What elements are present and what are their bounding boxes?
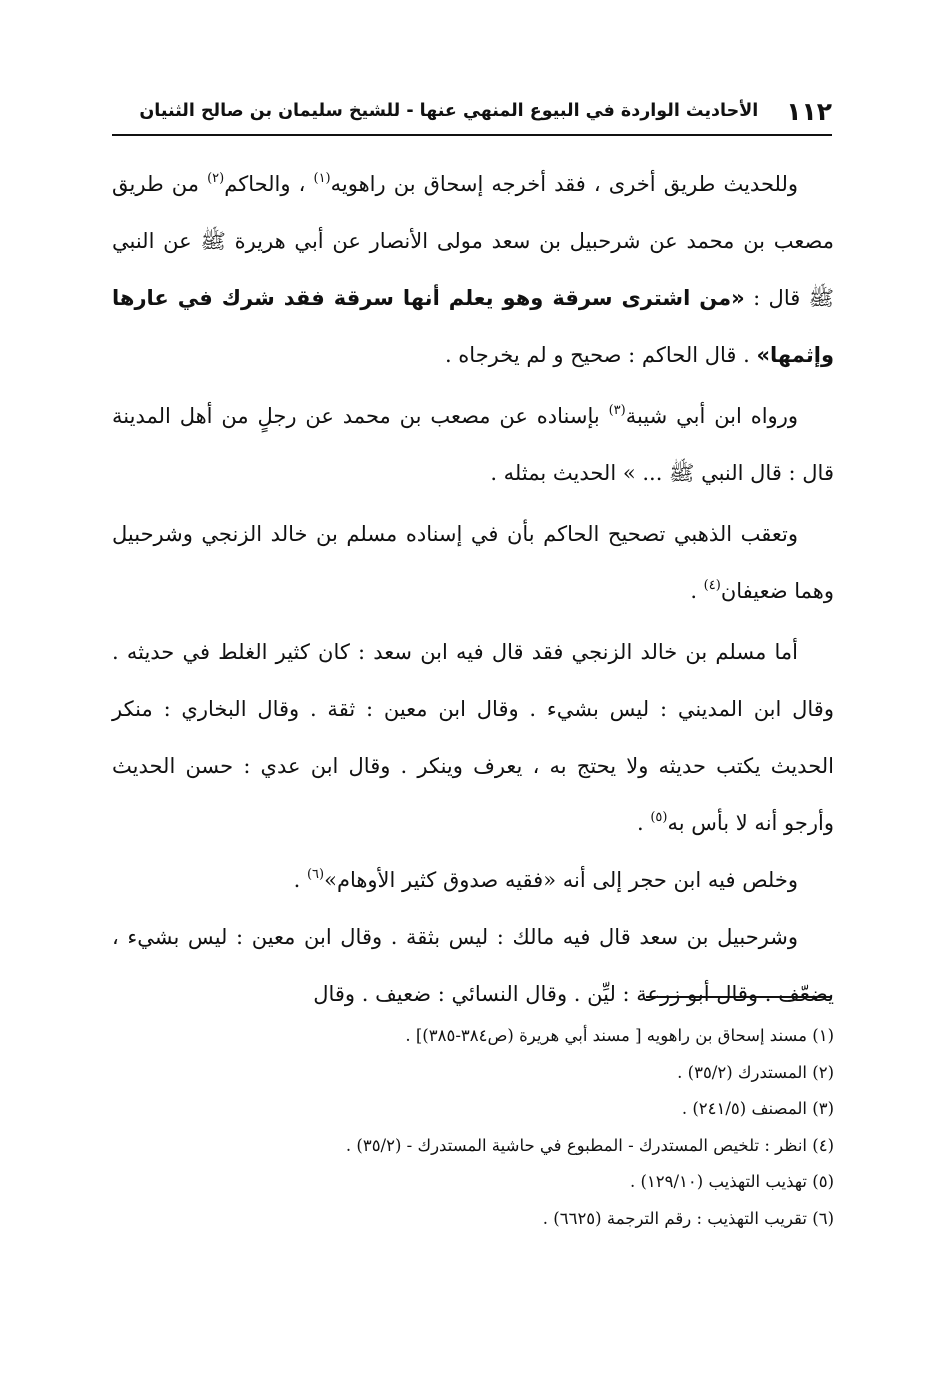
page-number: ١١٢ xyxy=(786,96,832,126)
paragraph: وللحديث طريق أخرى ، فقد أخرجه إسحاق بن راهويه$^{(١)}$ ، والحاكم$^{(٢)}$ من طريق مصعب بن محمد عن شرحبيل بن سعد مولى الأنصار عن أبي هريرة ﷺ عن النبي ﷺ قال : «من اشترى سرقة وهو يعلم أنها سرقة فقد شرك في عارها وإثمها» . قال الحاكم : صحيح و لم يخرجاه . xyxy=(112,171,834,367)
hadith-quote: «من اشترى سرقة وهو يعلم أنها سرقة فقد شرك في عارها وإثمها» xyxy=(112,286,834,367)
footnote-divider xyxy=(646,996,832,998)
paragraph: أما مسلم بن خالد الزنجي فقد قال فيه ابن سعد : كان كثير الغلط في حديثه . وقال ابن المديني : ليس بشيء . وقال ابن معين : ثقة . وقال البخاري : منكر الحديث يكتب حديثه ولا يحتج به ، يعرف وينكر . وقال ابن عدي : حسن الحديث وأرجو أنه لا بأس به$^{(٥)}$ . xyxy=(112,640,834,835)
footnote-ref: (٣) xyxy=(608,403,626,418)
footnote: (٥) تهذيب التهذيب (١٢٩/١٠) . xyxy=(629,1172,834,1191)
paragraph: ورواه ابن أبي شيبة$^{(٣)}$ بإسناده عن مصعب بن محمد عن رجلٍ من أهل المدينة قال : قال النبي ﷺ ... » الحديث بمثله . xyxy=(112,403,834,485)
footnote-ref: (٥) xyxy=(650,810,668,825)
page-header xyxy=(112,88,832,136)
running-title: الأحاديث الواردة في البيوع المنهي عنها - للشيخ سليمان بن صالح الثنيان xyxy=(139,101,759,121)
footnote-ref: (١) xyxy=(313,171,331,186)
paragraph: وشرحبيل بن سعد قال فيه مالك : ليس بثقة . وقال ابن معين : ليس بشيء ، يضعّف . وقال أبو زرعة : ليِّن . وقال النسائي : ضعيف . وقال xyxy=(112,925,834,1006)
main-text xyxy=(112,156,834,1023)
paragraph: وتعقب الذهبي تصحيح الحاكم بأن في إسناده مسلم بن خالد الزنجي وشرحبيل وهما ضعيفان$^{(٤)}$ . xyxy=(112,522,834,603)
footnote-ref: (٢) xyxy=(207,171,225,186)
footnote: (٤) انظر : تلخيص المستدرك - المطبوع في حاشية المستدرك - (٣٥/٢) . xyxy=(345,1135,834,1155)
footnote: (٣) المصنف (٢٤١/٥) . xyxy=(681,1099,834,1118)
footnote-ref: (٦) xyxy=(306,867,325,882)
paragraph: وخلص فيه ابن حجر إلى أنه «فقيه صدوق كثير الأوهام»$^{(٦)}$ . xyxy=(293,867,798,892)
footnote: (١) مسند إسحاق بن راهويه [ مسند أبي هريرة (ص٣٨٤-٣٨٥)] . xyxy=(405,1026,834,1045)
footnote: (٦) تقريب التهذيب : رقم الترجمة (٦٦٢٥) . xyxy=(542,1208,834,1228)
footnote-ref: (٤) xyxy=(703,578,721,593)
footnote: (٢) المستدرك (٣٥/٢) . xyxy=(677,1062,834,1082)
footnotes xyxy=(112,1018,834,1237)
